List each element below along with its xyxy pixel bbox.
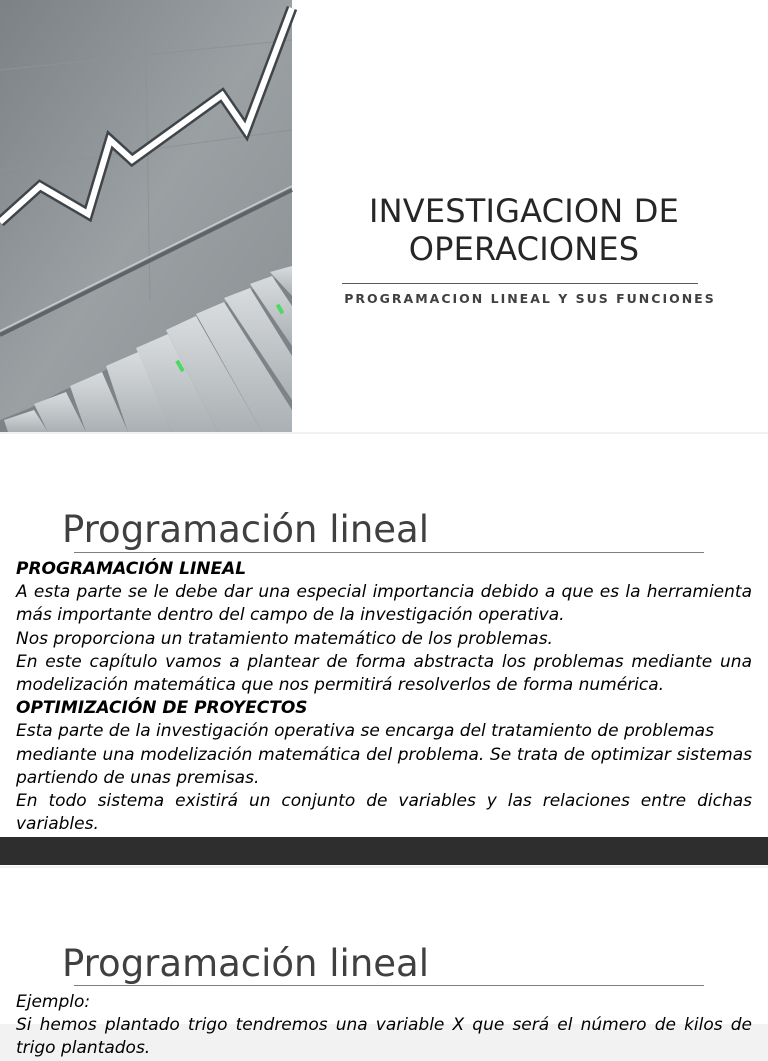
title-divider — [342, 283, 698, 284]
content-slide-ejemplo — [0, 868, 768, 1059]
content-slide-programacion — [0, 434, 768, 866]
slide-title: Programación lineal — [62, 942, 429, 985]
slide-body — [16, 558, 752, 836]
slide-title: Programación lineal — [62, 508, 429, 551]
presentation-subtitle: PROGRAMACION LINEAL Y SUS FUNCIONES — [344, 291, 716, 306]
body-paragraph: A esta parte se le debe dar una especial importancia debido a que es la herramienta más importante dentro del campo de la investigación operativa. — [16, 582, 752, 626]
body-paragraph: En todo sistema existirá un conjunto de variables y las relaciones entre dichas variables. — [16, 791, 752, 835]
title-slide — [0, 0, 768, 432]
body-paragraph: Si hemos plantado trigo tendremos una variable X que será el número de kilos de trigo plantados. — [16, 1015, 752, 1059]
rising-graph-stairs-icon — [0, 0, 292, 432]
slide-body — [16, 991, 752, 1061]
title-underline — [74, 552, 704, 553]
title-line-2: OPERACIONES — [408, 230, 640, 268]
body-paragraph: mediante una modelización matemática del problema. Se trata de optimizar sistemas partiendo de unas premisas. — [16, 744, 752, 788]
section-heading: PROGRAMACIÓN LINEAL — [16, 559, 247, 579]
section-heading: OPTIMIZACIÓN DE PROYECTOS — [16, 698, 308, 719]
presentation-title — [330, 192, 718, 268]
body-paragraph: En este capítulo vamos a plantear de forma abstracta los problemas mediante una modelización matemática que nos permitirá resolverlos de forma numérica. — [16, 651, 752, 696]
slide-overlay-bar — [0, 837, 768, 865]
body-paragraph: Ejemplo: — [16, 992, 91, 1012]
body-paragraph: Nos proporciona un tratamiento matemático de los problemas. — [16, 628, 553, 649]
body-paragraph: Esta parte de la investigación operativa se encarga del tratamiento de problemas — [16, 721, 714, 742]
title-underline — [74, 985, 704, 986]
title-line-1: INVESTIGACION DE — [368, 192, 680, 230]
